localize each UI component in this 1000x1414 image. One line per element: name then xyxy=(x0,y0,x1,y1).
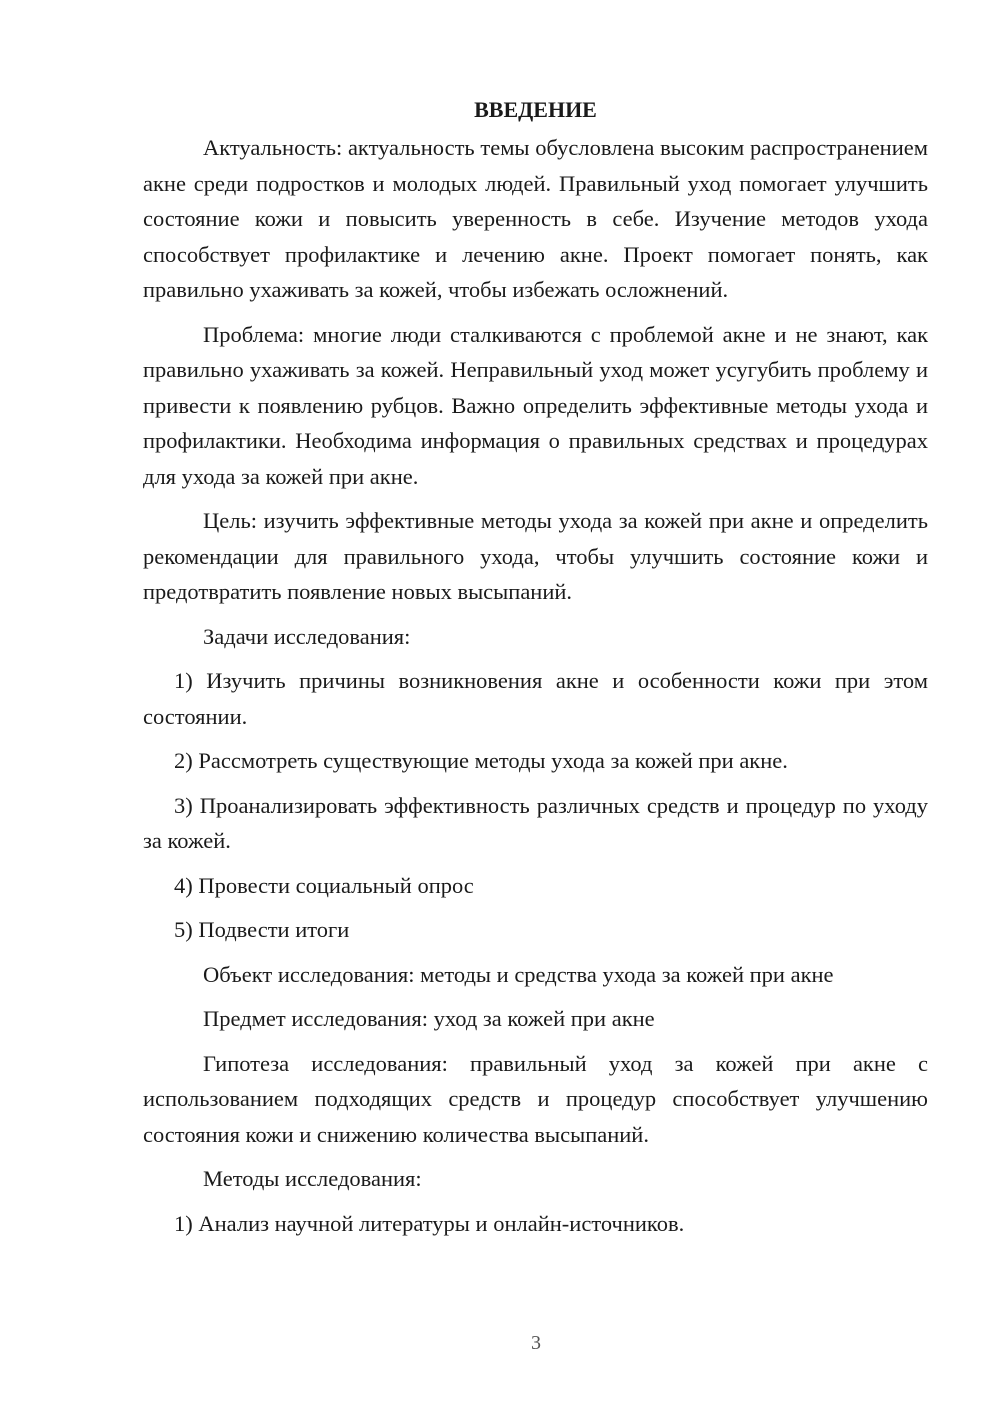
goal-paragraph: Цель: изучить эффективные методы ухода за кожей при акне и определить рекомендации для правильного ухода, чтобы улучшить состояние кожи и предотвратить появление новых высыпаний. xyxy=(143,508,928,604)
document-page xyxy=(143,92,928,1250)
method-item-1: 1) Анализ научной литературы и онлайн-источников. xyxy=(174,1210,685,1236)
hypothesis-paragraph: Гипотеза исследования: правильный уход за кожей при акне с использованием подходящих средств и процедур способствует улучшению состояния кожи и снижению количества высыпаний. xyxy=(143,1050,928,1147)
relevance-paragraph: Актуальность: актуальность темы обусловлена высоким распространением акне среди подростков и молодых людей. Правильный уход помогает улучшить состояние кожи и повысить уверенность в себе. Изучение методов ухода способствует профилактике и лечению акне. Проект помогает понять, как правильно ухаживать за кожей, чтобы избежать осложнений. xyxy=(143,135,928,302)
research-subject: Предмет исследования: уход за кожей при акне xyxy=(203,1006,655,1031)
problem-paragraph: Проблема: многие люди сталкиваются с проблемой акне и не знают, как правильно ухаживать за кожей. Неправильный уход может усугубить проблему и привести к появлению рубцов. Важно определить эффективные методы ухода и профилактики. Необходима информация о правильных средствах и процедурах для ухода за кожей при акне. xyxy=(143,321,928,489)
task-item-2: 2) Рассмотреть существующие методы ухода за кожей при акне. xyxy=(174,748,788,773)
page-title: ВВЕДЕНИЕ xyxy=(474,97,597,122)
tasks-heading: Задачи исследования: xyxy=(203,623,411,649)
task-item-4: 4) Провести социальный опрос xyxy=(174,872,474,898)
task-item-3: 3) Проанализировать эффективность различных средств и процедур по уходу за кожей. xyxy=(143,792,928,853)
page-number: 3 xyxy=(531,1332,541,1354)
research-object: Объект исследования: методы и средства ухода за кожей при акне xyxy=(203,961,834,987)
task-item-1: 1) Изучить причины возникновения акне и особенности кожи при этом состоянии. xyxy=(143,668,928,729)
task-item-5: 5) Подвести итоги xyxy=(174,917,350,942)
methods-heading: Методы исследования: xyxy=(203,1166,422,1191)
